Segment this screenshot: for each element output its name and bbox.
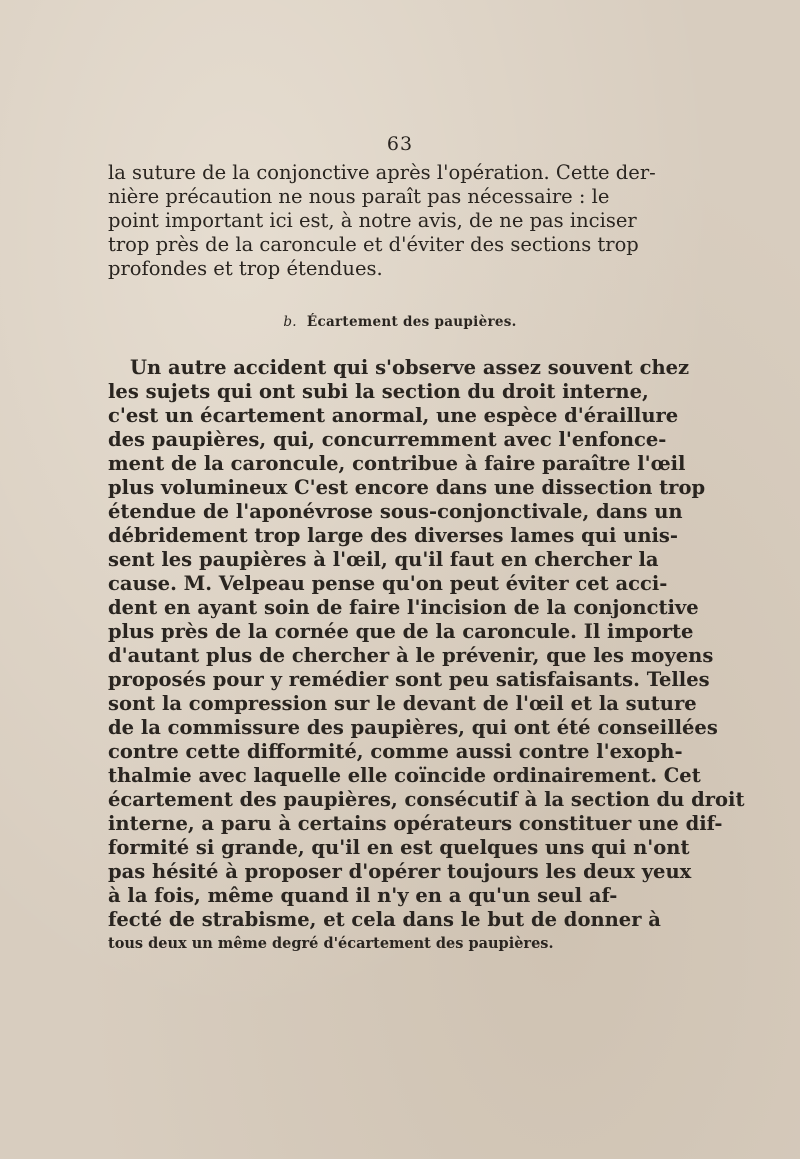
text-line: pas hésité à proposer d'opérer toujours les deux yeux <box>108 860 692 883</box>
text-line: sont la compression sur le devant de l'œil et la suture <box>108 692 697 715</box>
section-letter: b. <box>283 314 297 330</box>
text-line: d'autant plus de chercher à le prévenir, que les moyens <box>108 644 714 667</box>
text-line: c'est un écartement anormal, une espèce d'éraillure <box>108 404 679 427</box>
text-line: thalmie avec laquelle elle coïncide ordinairement. Cet <box>108 764 701 787</box>
text-line: tous deux un même degré d'écartement des paupières. <box>108 935 554 952</box>
text-line: formité si grande, qu'il en est quelques uns qui n'ont <box>108 836 690 859</box>
text-line: Un autre accident qui s'observe assez souvent chez <box>130 356 690 379</box>
text-line: écartement des paupières, consécutif à la section du droit <box>108 788 745 811</box>
text-line: de la commissure des paupières, qui ont été conseillées <box>108 716 718 739</box>
text-line: la suture de la conjonctive après l'opération. Cette der- <box>108 161 656 184</box>
text-line: des paupières, qui, concurremment avec l'enfonce- <box>108 428 667 451</box>
text-line: débridement trop large des diverses lames qui unis- <box>108 524 678 547</box>
text-line: étendue de l'aponévrose sous-conjonctivale, dans un <box>108 500 683 523</box>
text-line: nière précaution ne nous paraît pas nécessaire : le <box>108 185 610 208</box>
text-line: trop près de la caroncule et d'éviter des sections trop <box>108 233 639 256</box>
text-line: interne, a paru à certains opérateurs constituer une dif- <box>108 812 723 835</box>
text-line: plus près de la cornée que de la caroncule. Il importe <box>108 620 694 643</box>
text-line: profondes et trop étendues. <box>108 257 383 280</box>
text-line: cause. M. Velpeau pense qu'on peut éviter cet acci- <box>108 572 668 595</box>
page-number: 63 <box>386 133 414 155</box>
section-title: Écartement des paupières. <box>306 314 517 330</box>
text-line: les sujets qui ont subi la section du droit interne, <box>108 380 649 403</box>
text-line: plus volumineux C'est encore dans une dissection trop <box>108 476 706 499</box>
text-line: fecté de strabisme, et cela dans le but de donner à <box>108 908 661 931</box>
text-line: point important ici est, à notre avis, de ne pas inciser <box>108 209 637 232</box>
text-line: ment de la caroncule, contribue à faire paraître l'œil <box>108 452 686 475</box>
text-line: à la fois, même quand il n'y en a qu'un seul af- <box>108 884 618 907</box>
text-line: proposés pour y remédier sont peu satisfaisants. Telles <box>108 668 710 691</box>
section-heading <box>0 314 800 330</box>
text-line: sent les paupières à l'œil, qu'il faut en chercher la <box>108 548 659 571</box>
text-line: contre cette difformité, comme aussi contre l'exoph- <box>108 740 683 763</box>
text-line: dent en ayant soin de faire l'incision de la conjonctive <box>108 596 699 619</box>
